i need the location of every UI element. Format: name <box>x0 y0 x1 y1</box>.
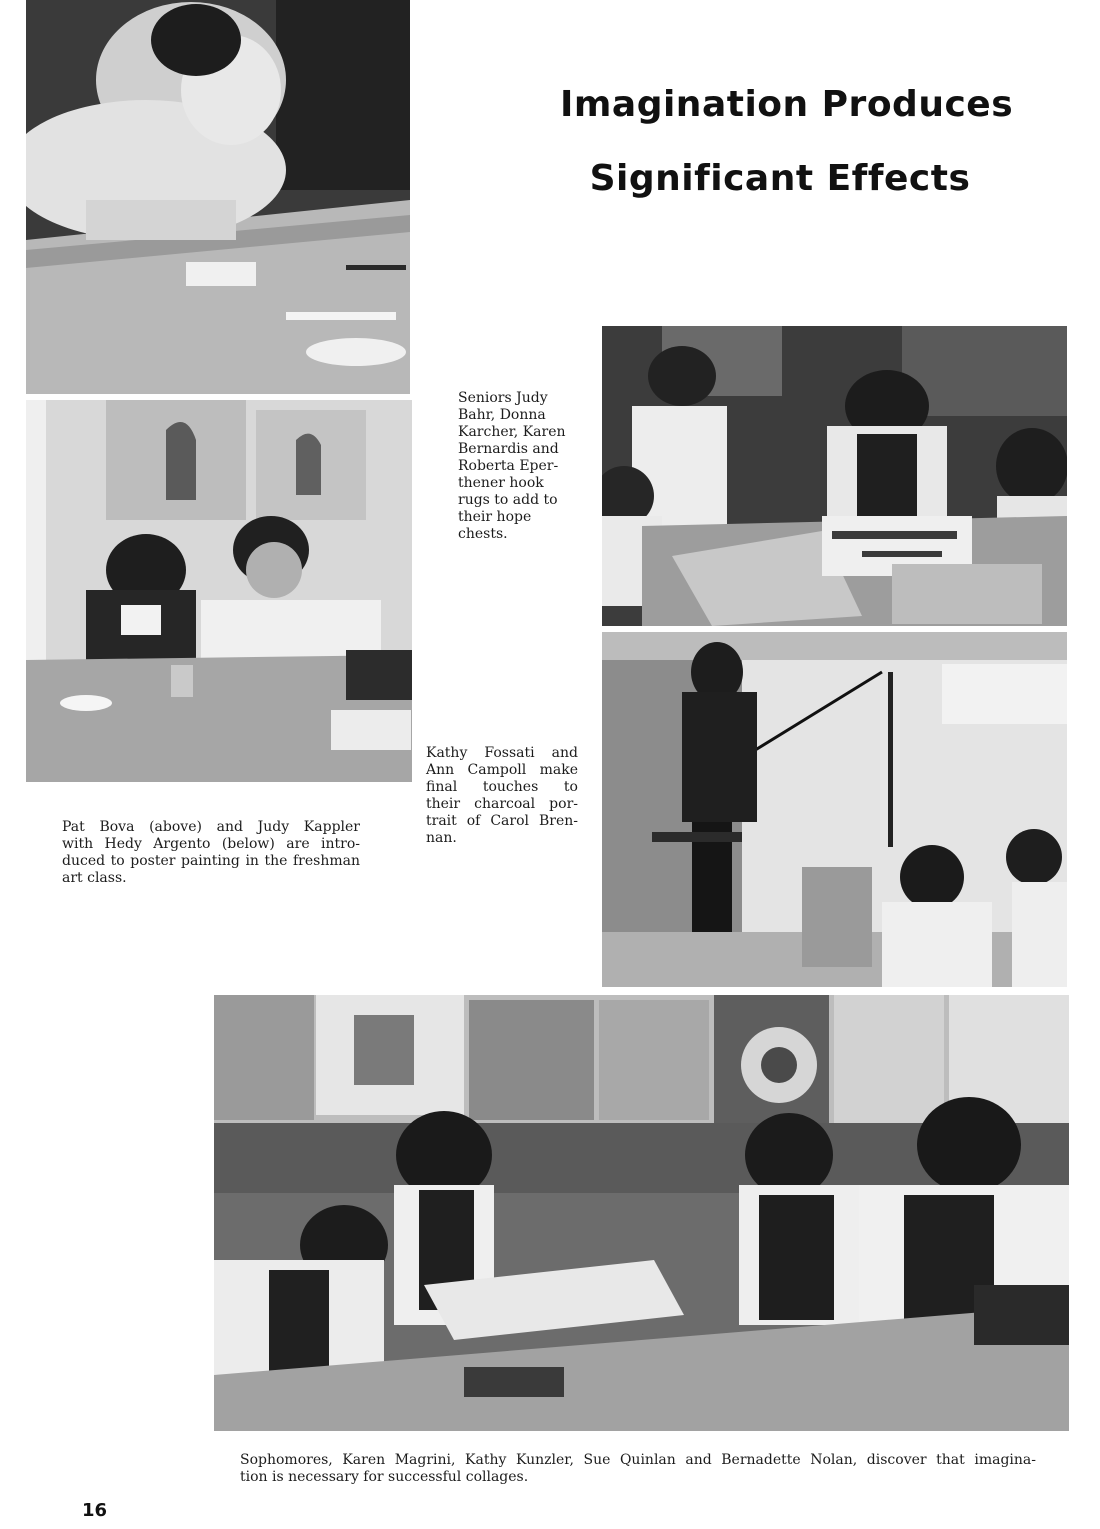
photo-sophomores-collages <box>214 995 1069 1431</box>
caption-line: with Hedy Argento (below) are intro- <box>62 836 360 852</box>
caption-line: thener hook <box>458 475 544 491</box>
caption-line: Bahr, Donna <box>458 407 546 423</box>
caption-line: Sophomores, Karen Magrini, Kathy Kunzler, Sue Quinlan and Bernadette Nolan, discover that imagina- <box>240 1452 1036 1468</box>
caption-line: Karcher, Karen <box>458 424 566 440</box>
photo-charcoal-portrait-image <box>602 632 1067 987</box>
caption-line: rugs to add to <box>458 492 558 508</box>
photo-seniors-hooking-rugs <box>602 326 1067 626</box>
page-number: 16 <box>82 1500 108 1521</box>
caption-line: art class. <box>62 870 127 886</box>
caption-line: tion is necessary for successful collages. <box>240 1469 529 1485</box>
caption-line: chests. <box>458 526 508 542</box>
caption-line: duced to poster painting in the freshman <box>62 853 360 869</box>
caption-line: Kathy Fossati and <box>426 745 578 761</box>
photo-judy-kappler-hedy-argento <box>26 400 412 782</box>
caption-freshman-art-class <box>62 819 360 887</box>
caption-line: Roberta Eper- <box>458 458 559 474</box>
photo-judy-kappler-hedy-argento-image <box>26 400 412 782</box>
caption-line: their charcoal por- <box>426 796 578 812</box>
page-title-line-2: Significant Effects <box>589 158 971 199</box>
caption-line: their hope <box>458 509 532 525</box>
caption-line: Ann Campoll make <box>426 762 578 778</box>
photo-sophomores-collages-image <box>214 995 1069 1431</box>
caption-line: final touches to <box>426 779 578 795</box>
caption-line: trait of Carol Bren- <box>426 813 578 829</box>
photo-seniors-hooking-rugs-image <box>602 326 1067 626</box>
photo-pat-bova-drawing <box>26 0 410 394</box>
caption-line: Seniors Judy <box>458 390 548 406</box>
photo-charcoal-portrait <box>602 632 1067 987</box>
caption-line: Bernardis and <box>458 441 559 457</box>
page-title-line-1: Imagination Produces <box>560 84 1014 125</box>
caption-seniors-rugs <box>458 390 598 543</box>
caption-line: nan. <box>426 830 457 846</box>
caption-line: Pat Bova (above) and Judy Kappler <box>62 819 360 835</box>
caption-charcoal-portrait <box>426 745 578 847</box>
photo-pat-bova-drawing-image <box>26 0 410 394</box>
caption-sophomores-collages <box>240 1452 1036 1486</box>
